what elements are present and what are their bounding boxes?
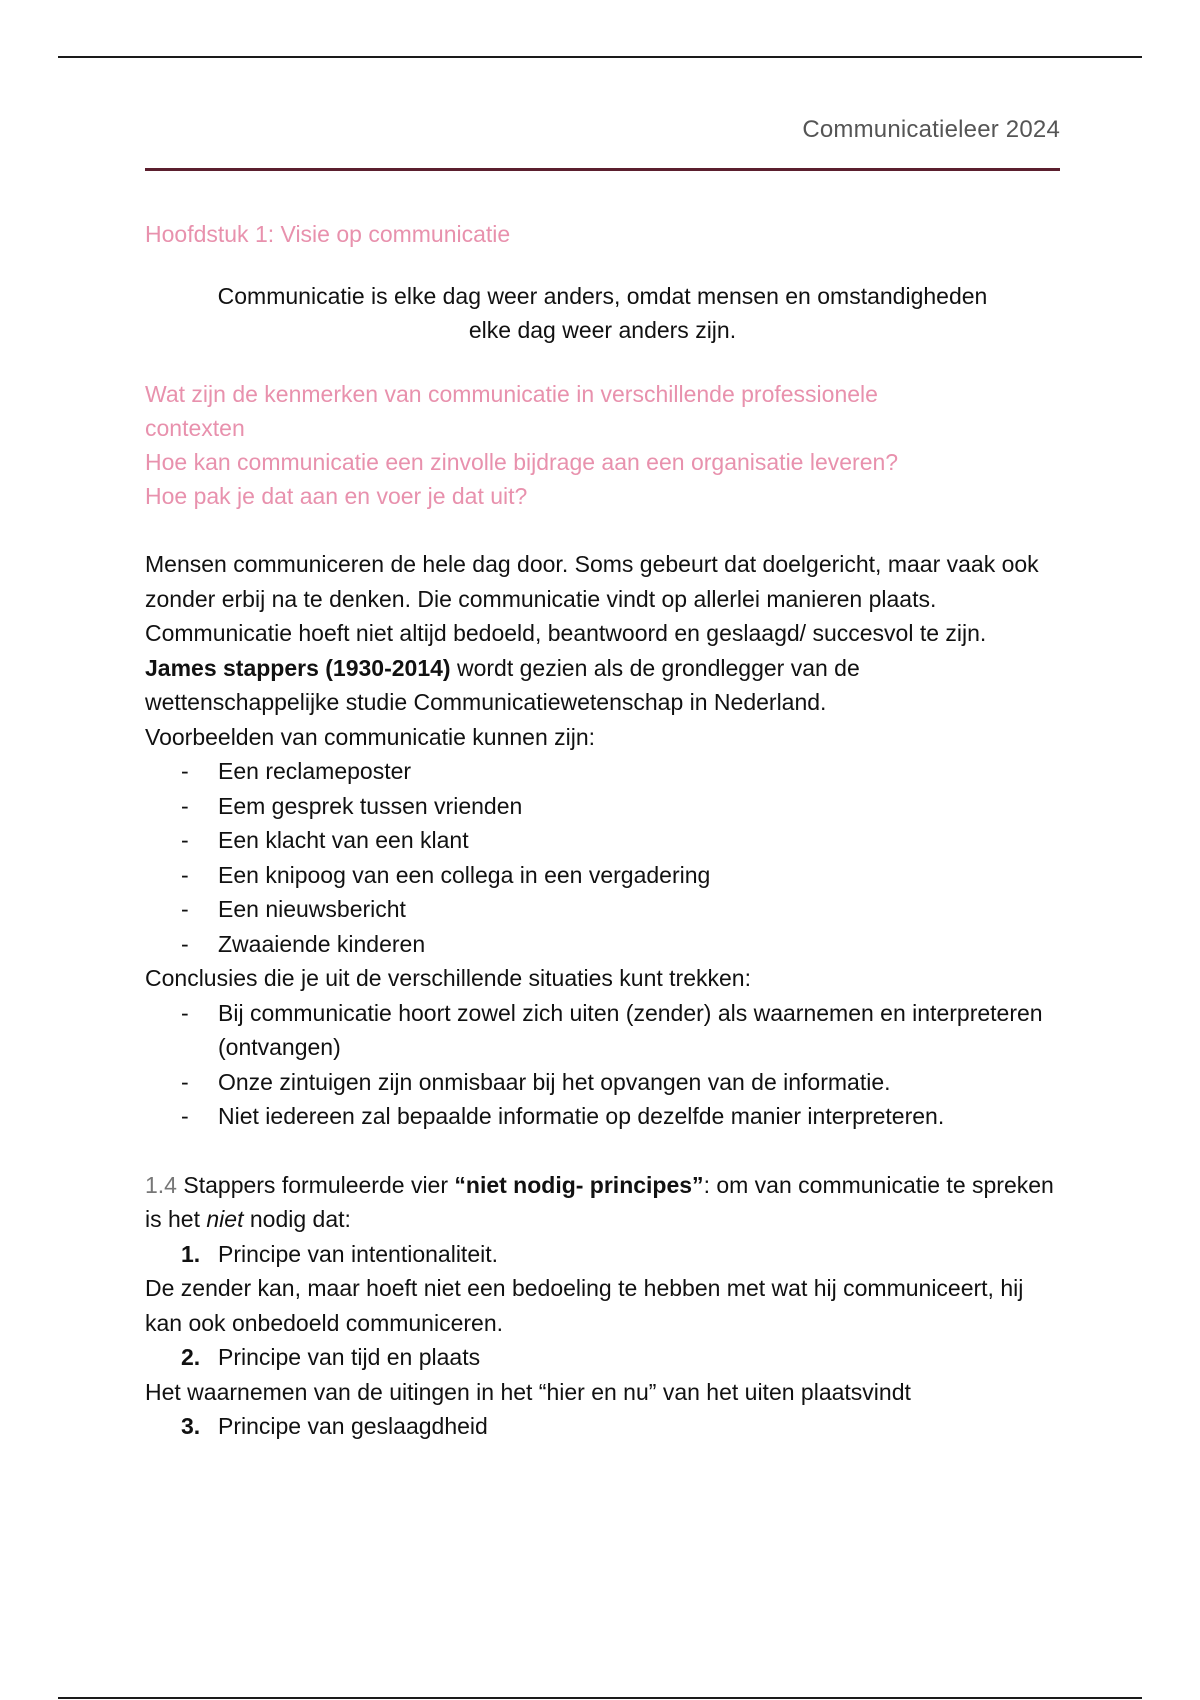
list-item xyxy=(145,823,1060,858)
examples-label: Voorbeelden van communicatie kunnen zijn: xyxy=(145,723,596,750)
quote-line-1: Communicatie is elke dag weer anders, omdat mensen en omstandigheden xyxy=(217,283,988,309)
section-text-2: : om van communicatie te spreken is het xyxy=(145,1171,1054,1232)
list-item xyxy=(145,1099,1060,1134)
document-page xyxy=(145,110,1060,1444)
dash-bullet: - xyxy=(181,930,189,957)
principle-title-text: Principe van geslaagdheid xyxy=(218,1413,488,1439)
principle-description: De zender kan, maar hoeft niet een bedoeling te hebben met wat hij communiceert, hij kan ook onbedoeld communiceren. xyxy=(145,1275,1024,1336)
conclusions-list xyxy=(145,996,1060,1134)
guiding-questions xyxy=(145,377,1060,513)
principle-title xyxy=(145,1409,1060,1444)
question-line: Hoe kan communicatie een zinvolle bijdrage aan een organisatie leveren? xyxy=(145,449,899,475)
list-item-text: Een nieuwsbericht xyxy=(218,896,406,922)
principle-description: Het waarnemen van de uitingen in het “hier en nu” van het uiten plaatsvindt xyxy=(145,1378,911,1405)
quote-block xyxy=(145,279,1060,347)
dash-bullet: - xyxy=(181,827,189,853)
list-item xyxy=(145,892,1060,927)
section-text-3: nodig dat: xyxy=(243,1206,351,1232)
question-line: Wat zijn de kenmerken van communicatie in verschillende professionele xyxy=(145,381,878,407)
intro-bold-name: James stappers (1930-2014) xyxy=(145,654,451,681)
list-item-text: Eem gesprek tussen vrienden xyxy=(218,792,523,819)
section-bold-term: “niet nodig- principes” xyxy=(454,1171,704,1198)
list-item-text: Zwaaiende kinderen xyxy=(218,930,426,957)
list-item-text: Bij communicatie hoort zowel zich uiten (zender) als waarnemen en interpreteren (ontvangen) xyxy=(218,999,1043,1060)
dash-bullet: - xyxy=(181,792,189,819)
principle-title-text: Principe van tijd en plaats xyxy=(218,1344,481,1370)
list-item xyxy=(145,754,1060,789)
section-text-1: Stappers formuleerde vier xyxy=(176,1171,455,1198)
principle-title-text: Principe van intentionaliteit. xyxy=(218,1240,498,1267)
principle-number: 3. xyxy=(181,1413,201,1439)
question-line: contexten xyxy=(145,415,245,441)
principle-number: 2. xyxy=(181,1344,201,1370)
list-item-text: Niet iedereen zal bepaalde informatie op dezelfde manier interpreteren. xyxy=(218,1103,945,1129)
dash-bullet: - xyxy=(181,999,189,1026)
list-item-text: Onze zintuigen zijn onmisbaar bij het opvangen van de informatie. xyxy=(218,1068,891,1095)
principle-title xyxy=(145,1340,1060,1375)
question-line: Hoe pak je dat aan en voer je dat uit? xyxy=(145,483,528,509)
dash-bullet: - xyxy=(181,861,189,888)
intro-paragraph xyxy=(145,547,1060,720)
principle-item-3 xyxy=(145,1409,1060,1444)
principle-item-1 xyxy=(145,1237,1060,1272)
principle-title xyxy=(145,1237,1060,1272)
list-item xyxy=(145,1065,1060,1100)
chapter-title: Hoofdstuk 1: Visie op communicatie xyxy=(145,221,511,247)
top-page-rule xyxy=(58,56,1142,58)
list-item-text: Een klacht van een klant xyxy=(218,827,469,853)
dash-bullet: - xyxy=(181,758,189,784)
intro-text-2: wordt gezien als de grondlegger van de wettenschappelijke studie Communicatiewetenschap in Nederland. xyxy=(145,654,860,715)
list-item xyxy=(145,996,1060,1065)
document-header-title: Communicatieleer 2024 xyxy=(802,116,1060,143)
section-number: 1.4 xyxy=(145,1171,177,1198)
bottom-page-rule xyxy=(58,1697,1142,1699)
list-item-text: Een knipoog van een collega in een vergadering xyxy=(218,861,711,888)
dash-bullet: - xyxy=(181,896,189,922)
quote-line-2: elke dag weer anders zijn. xyxy=(468,317,737,343)
conclusions-label: Conclusies die je uit de verschillende situaties kunt trekken: xyxy=(145,965,751,991)
section-italic-word: niet xyxy=(206,1206,244,1232)
intro-text-1: Mensen communiceren de hele dag door. Soms gebeurt dat doelgericht, maar vaak ook zonder erbij na te denken. Die communicatie vindt op allerlei manieren plaats. Communicatie hoeft niet altijd bedoeld, beantwoord en geslaagd/ succesvol te zijn. xyxy=(145,551,1039,646)
principle-number: 1. xyxy=(181,1240,201,1267)
section-1-4-intro xyxy=(145,1168,1060,1237)
examples-list xyxy=(145,754,1060,961)
dash-bullet: - xyxy=(181,1068,189,1095)
dash-bullet: - xyxy=(181,1103,189,1129)
principle-item-2 xyxy=(145,1340,1060,1375)
list-item xyxy=(145,858,1060,893)
header-divider xyxy=(145,168,1060,171)
list-item-text: Een reclameposter xyxy=(218,758,412,784)
list-item xyxy=(145,789,1060,824)
list-item xyxy=(145,927,1060,962)
